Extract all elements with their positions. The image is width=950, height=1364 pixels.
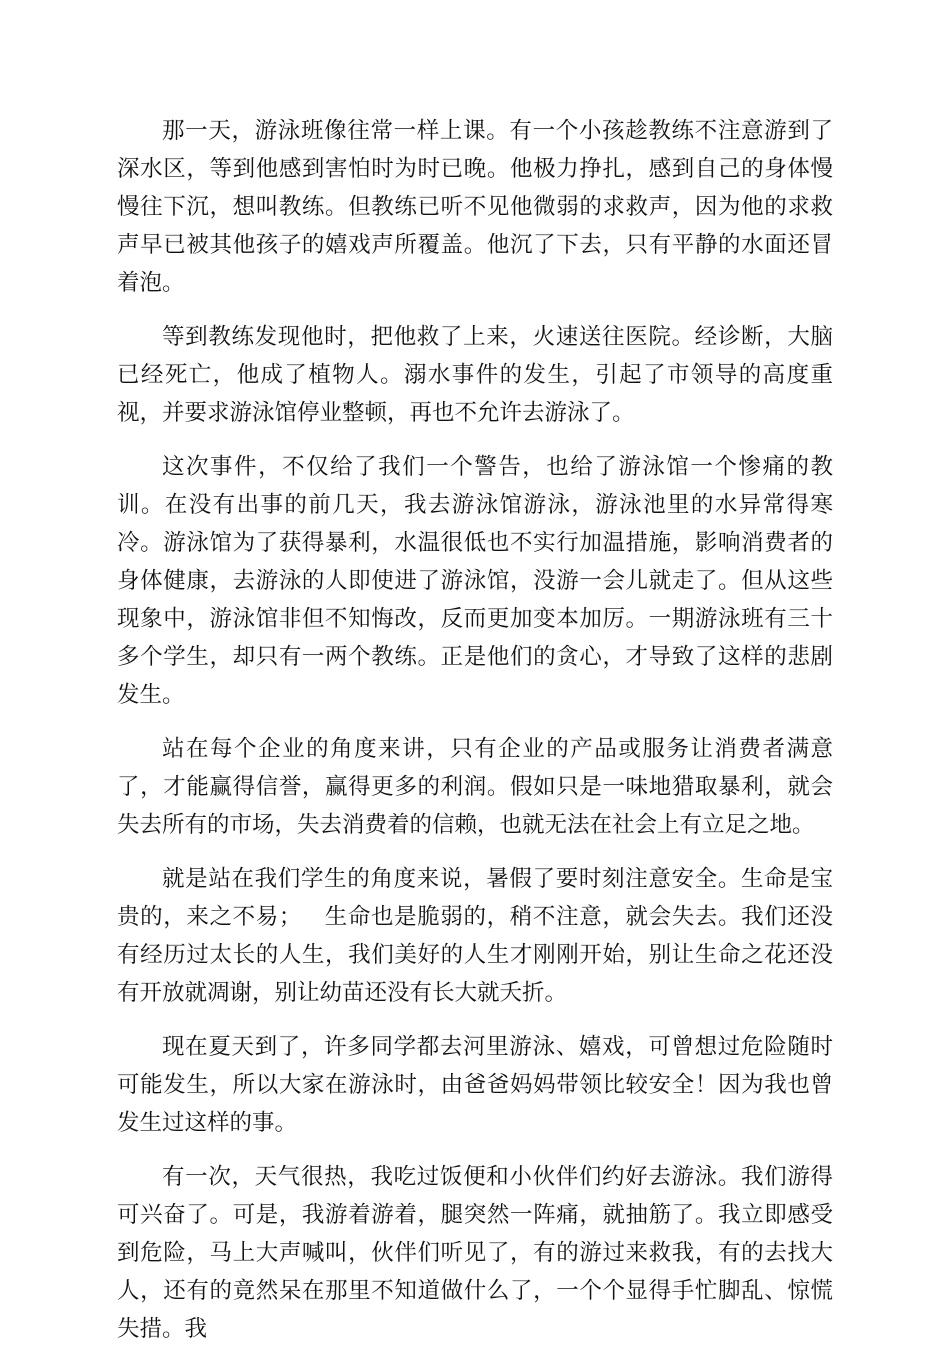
document-body: [117, 112, 833, 1364]
paragraph-4: 站在每个企业的角度来讲，只有企业的产品或服务让消费者满意了，才能赢得信誉，赢得更多的利润。假如只是一味地猎取暴利，就会失去所有的市场，失去消费着的信赖，也就无法在社会上有立足之地。: [117, 736, 833, 838]
paragraph-5: 就是站在我们学生的角度来说，暑假了要时刻注意安全。生命是宝贵的，来之不易； 生命也是脆弱的，稍不注意，就会失去。我们还没有经历过太长的人生，我们美好的人生才刚刚开始，别让生命之花还没有开放就凋谢，别让幼苗还没有长大就夭折。: [117, 866, 833, 1006]
paragraph-1: 那一天，游泳班像往常一样上课。有一个小孩趁教练不注意游到了深水区，等到他感到害怕时为时已晚。他极力挣扎，感到自己的身体慢慢往下沉，想叫教练。但教练已听不见他微弱的求救声，因为他的求救声早已被其他孩子的嬉戏声所覆盖。他沉了下去，只有平静的水面还冒着泡。: [117, 118, 833, 296]
paragraph-2: 等到教练发现他时，把他救了上来，火速送往医院。经诊断，大脑已经死亡，他成了植物人。溺水事件的发生，引起了市领导的高度重视，并要求游泳馆停业整顿，再也不允许去游泳了。: [117, 324, 833, 426]
paragraph-7: 有一次，天气很热，我吃过饭便和小伙伴们约好去游泳。我们游得可兴奋了。可是，我游着游着，腿突然一阵痛，就抽筋了。我立即感受到危险，马上大声喊叫，伙伴们听见了，有的游过来救我，有的去找大人，还有的竟然呆在那里不知道做什么了，一个个显得手忙脚乱、惊慌失措。我: [117, 1164, 833, 1342]
paragraph-3: 这次事件，不仅给了我们一个警告，也给了游泳馆一个惨痛的教训。在没有出事的前几天，我去游泳馆游泳，游泳池里的水异常得寒冷。游泳馆为了获得暴利，水温很低也不实行加温措施，影响消费者的身体健康，去游泳的人即使进了游泳馆，没游一会儿就走了。但从这些现象中，游泳馆非但不知悔改，反而更加变本加厉。一期游泳班有三十多个学生，却只有一两个教练。正是他们的贪心，才导致了这样的悲剧发生。: [117, 454, 833, 708]
paragraph-6: 现在夏天到了，许多同学都去河里游泳、嬉戏，可曾想过危险随时可能发生，所以大家在游泳时，由爸爸妈妈带领比较安全！因为我也曾发生过这样的事。: [117, 1034, 833, 1136]
